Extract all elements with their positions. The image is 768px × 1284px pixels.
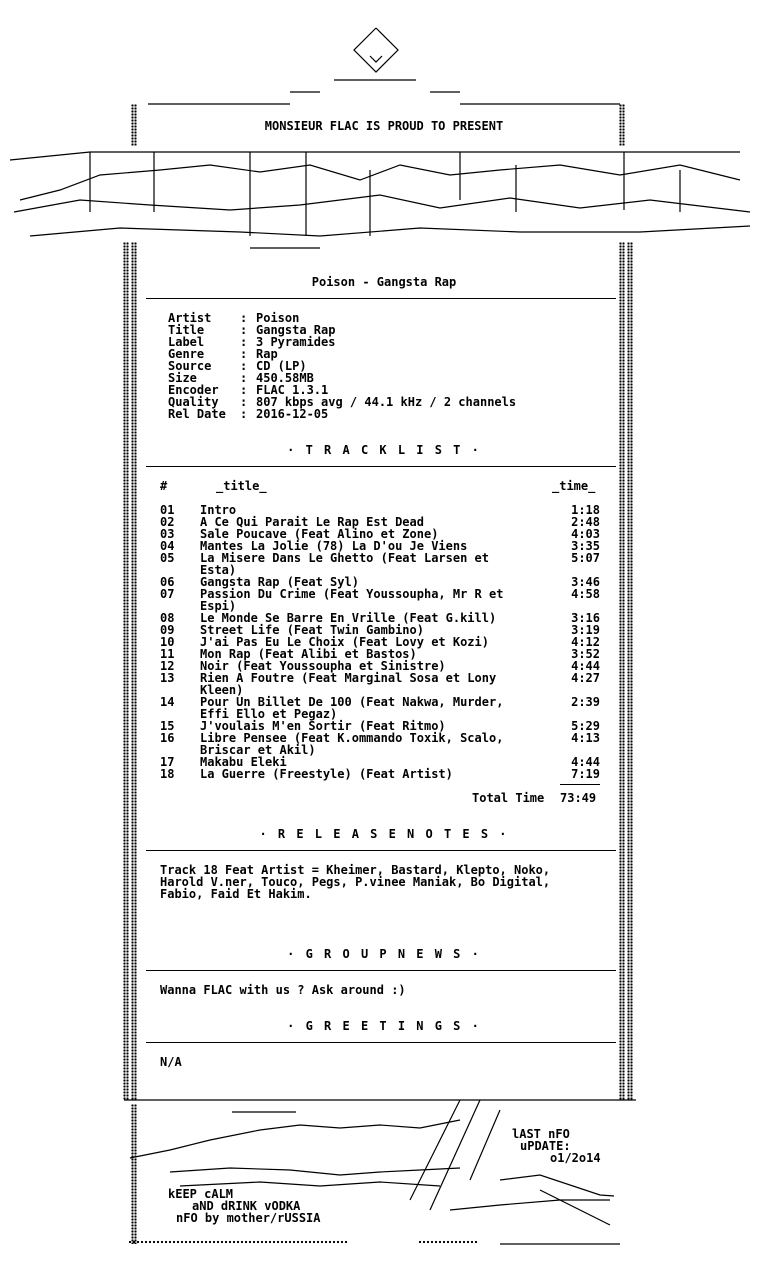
info-colon: :	[240, 335, 248, 349]
frame-dots-right	[627, 242, 633, 1100]
track-time: 3:52	[571, 647, 600, 661]
info-key: Title	[168, 323, 205, 337]
divider	[146, 298, 616, 299]
divider	[146, 1042, 616, 1043]
track-time: 4:58	[571, 587, 600, 601]
track-title: A Ce Qui Parait Le Rap Est Dead	[200, 515, 424, 529]
track-title: La Guerre (Freestyle) (Feat Artist)	[200, 767, 453, 781]
present-line: MONSIEUR FLAC IS PROUD TO PRESENT	[264, 119, 504, 133]
frame-dots-left	[123, 242, 129, 1100]
last-nfo-label: lAST nFO	[512, 1127, 570, 1141]
update-date: o1/2o14	[550, 1151, 601, 1165]
track-number: 13	[160, 671, 175, 685]
divider	[146, 850, 616, 851]
header-banner-lines	[148, 80, 620, 104]
update-label: uPDATE:	[520, 1139, 571, 1153]
info-key: Quality	[168, 395, 219, 409]
track-title: Sale Poucave (Feat Alino et Zone)	[200, 527, 439, 541]
frame-dots-bottom-mid	[418, 1240, 478, 1244]
track-number: 17	[160, 755, 175, 769]
info-colon: :	[240, 311, 248, 325]
track-title: Noir (Feat Youssoupha et Sinistre)	[200, 659, 446, 673]
tracklist-col-num: #	[160, 479, 168, 493]
track-time: 4:03	[571, 527, 600, 541]
track-title: J'voulais M'en Sortir (Feat Ritmo)	[200, 719, 446, 733]
track-time: 4:13	[571, 731, 600, 745]
track-time: 4:44	[571, 755, 600, 769]
track-title: J'ai Pas Eu Le Choix (Feat Lovy et Kozi)	[200, 635, 489, 649]
tracklist-section-title: · T R A C K L I S T ·	[287, 443, 481, 457]
info-colon: :	[240, 323, 248, 337]
release-notes-text: Track 18 Feat Artist = Kheimer, Bastard, Klepto, Noko, Harold V.ner, Touco, Pegs, P.vinee Maniak, Bo Digital, Fabio, Faid Et Hakim.	[160, 863, 551, 901]
info-value: Poison	[256, 311, 300, 325]
tracklist-col-time: _time_	[552, 479, 596, 493]
track-number: 05	[160, 551, 175, 565]
track-time: 5:07	[571, 551, 600, 565]
total-divider	[560, 784, 600, 785]
track-number: 16	[160, 731, 175, 745]
info-colon: :	[240, 395, 248, 409]
group-logo-art	[10, 152, 750, 248]
info-colon: :	[240, 407, 248, 421]
track-number: 07	[160, 587, 175, 601]
track-time: 3:46	[571, 575, 600, 589]
info-value: FLAC 1.3.1	[256, 383, 329, 397]
track-title: Mantes La Jolie (78) La D'ou Je Viens	[200, 539, 468, 553]
info-value: Rap	[256, 347, 278, 361]
frame-dots-right-inner	[619, 242, 625, 1100]
track-time: 3:19	[571, 623, 600, 637]
track-number: 09	[160, 623, 175, 637]
track-number: 06	[160, 575, 175, 589]
track-time: 3:35	[571, 539, 600, 553]
track-title: Intro	[200, 503, 237, 517]
info-colon: :	[240, 359, 248, 373]
track-title: Pour Un Billet De 100 (Feat Nakwa, Murder, Effi Ello et Pegaz)	[200, 695, 504, 721]
info-key: Genre	[168, 347, 205, 361]
info-key: Encoder	[168, 383, 219, 397]
greetings-section-title: · G R E E T I N G S ·	[287, 1019, 481, 1033]
total-time-value: 73:49	[560, 791, 597, 805]
info-key: Artist	[168, 311, 212, 325]
diamond-ornament	[354, 28, 398, 72]
track-title: Makabu Eleki	[200, 755, 287, 769]
track-number: 12	[160, 659, 175, 673]
release-notes-section-title: · R E L E A S E N O T E S ·	[259, 827, 509, 841]
track-title: Mon Rap (Feat Alibi et Bastos)	[200, 647, 417, 661]
divider	[146, 466, 616, 467]
track-title: Passion Du Crime (Feat Youssoupha, Mr R et Espi)	[200, 587, 504, 613]
frame-dots-left-bottom	[131, 1104, 137, 1244]
frame-dots-left-inner	[131, 242, 137, 1100]
track-number: 15	[160, 719, 175, 733]
info-colon: :	[240, 347, 248, 361]
info-value: CD (LP)	[256, 359, 307, 373]
track-number: 08	[160, 611, 175, 625]
track-number: 03	[160, 527, 175, 541]
info-value: 3 Pyramides	[256, 335, 336, 349]
track-number: 14	[160, 695, 175, 709]
track-time: 2:48	[571, 515, 600, 529]
info-value: 450.58MB	[256, 371, 314, 385]
track-number: 18	[160, 767, 175, 781]
track-time: 1:18	[571, 503, 600, 517]
info-colon: :	[240, 383, 248, 397]
group-news-section-title: · G R O U P N E W S ·	[287, 947, 481, 961]
track-time: 7:19	[571, 767, 600, 781]
track-time: 4:12	[571, 635, 600, 649]
info-key: Source	[168, 359, 212, 373]
track-title: La Misere Dans Le Ghetto (Feat Larsen et Esta)	[200, 551, 489, 577]
keep-calm-text: kEEP cALM	[168, 1187, 234, 1201]
info-value: Gangsta Rap	[256, 323, 336, 337]
info-key: Rel Date	[168, 407, 226, 421]
track-title: Le Monde Se Barre En Vrille (Feat G.kill)	[200, 611, 497, 625]
track-time: 3:16	[571, 611, 600, 625]
track-title: Rien A Foutre (Feat Marginal Sosa et Lony Kleen)	[200, 671, 497, 697]
track-title: Street Life (Feat Twin Gambino)	[200, 623, 424, 637]
track-number: 02	[160, 515, 175, 529]
tracklist-col-title: _title_	[216, 479, 267, 493]
frame-dots-bottom	[128, 1240, 348, 1244]
group-news-text: Wanna FLAC with us ? Ask around :)	[160, 983, 406, 997]
nfo-credit: nFO by mother/rUSSIA	[176, 1211, 321, 1225]
release-heading: Poison - Gangsta Rap	[311, 275, 457, 289]
info-key: Label	[168, 335, 205, 349]
track-title: Gangsta Rap (Feat Syl)	[200, 575, 359, 589]
greetings-text: N/A	[160, 1055, 182, 1069]
drink-text: aND dRINK vODKA	[192, 1199, 301, 1213]
track-title: Libre Pensee (Feat K.ommando Toxik, Scalo, Briscar et Akil)	[200, 731, 504, 757]
track-number: 10	[160, 635, 175, 649]
track-number: 01	[160, 503, 175, 517]
track-time: 2:39	[571, 695, 600, 709]
track-time: 5:29	[571, 719, 600, 733]
track-time: 4:27	[571, 671, 600, 685]
total-time-label: Total Time	[472, 791, 545, 805]
info-key: Size	[168, 371, 197, 385]
track-time: 4:44	[571, 659, 600, 673]
track-number: 11	[160, 647, 175, 661]
info-colon: :	[240, 371, 248, 385]
track-number: 04	[160, 539, 175, 553]
divider	[146, 970, 616, 971]
info-value: 807 kbps avg / 44.1 kHz / 2 channels	[256, 395, 517, 409]
info-value: 2016-12-05	[256, 407, 329, 421]
